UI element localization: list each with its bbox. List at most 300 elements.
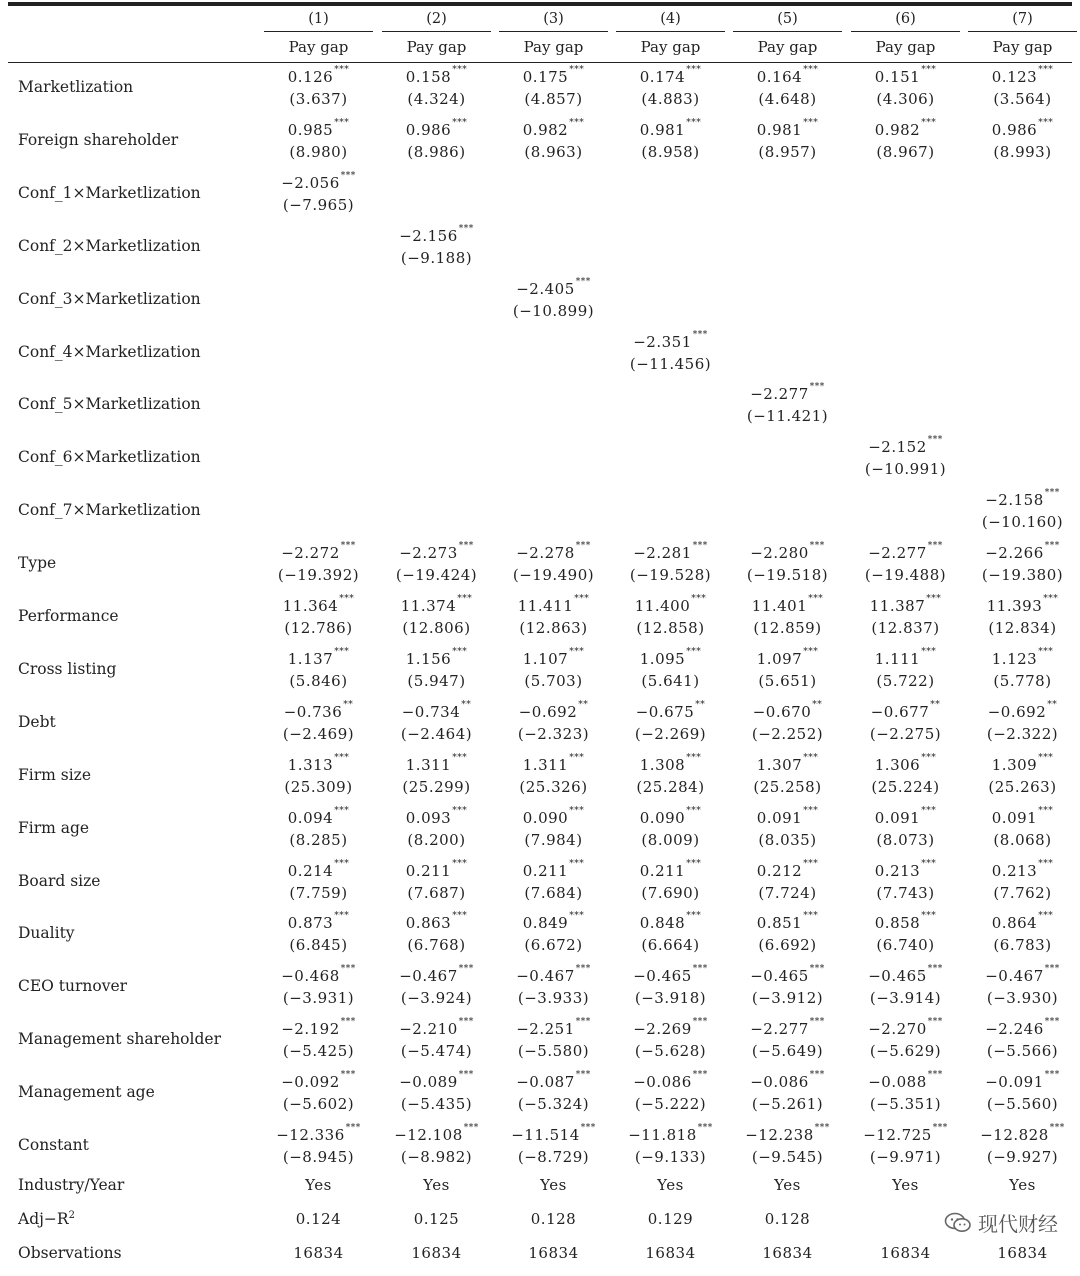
table-cell [612,965,729,1009]
t-statistic: (25.224) [871,777,940,796]
coefficient-value: −2.156 [399,226,458,245]
table-cell [847,1018,964,1062]
coefficient [868,964,943,986]
coefficient [868,435,943,457]
coefficient-value: −2.277 [868,544,927,563]
coefficient [868,1070,943,1092]
table-cell [729,701,846,745]
coefficient-value: 0.212 [756,861,803,880]
table-cell [260,860,377,904]
row-label: Firm size [18,765,91,784]
significance-stars: *** [340,541,356,552]
coefficient [281,1070,356,1092]
table-cell [729,1124,846,1168]
significance-stars: *** [692,964,708,975]
coefficient-value: −2.270 [868,1020,927,1039]
table-cell [847,912,964,956]
t-statistic: (25.309) [284,777,353,796]
coefficient [633,1017,708,1039]
coefficient [405,858,468,880]
coefficient-value: 0.986 [405,120,452,139]
significance-stars: *** [569,858,585,869]
row-label: CEO turnover [18,977,128,996]
row-label: Performance [18,607,119,625]
table-cell [495,701,612,745]
coefficient [751,594,824,615]
table-cell [495,542,612,586]
coefficient-value: 11.387 [869,597,926,615]
table-cell [378,912,495,956]
coefficient-value: 0.982 [522,120,569,139]
table-cell [612,331,729,375]
coefficient [399,1017,474,1039]
table-cell [495,119,612,163]
table-cell: 0.124 [295,1210,342,1228]
table-cell [260,648,377,692]
coefficient [516,276,591,298]
t-statistic: (5.778) [993,671,1052,690]
t-statistic: (−8.729) [517,1148,590,1166]
coefficient [282,594,355,615]
coefficient [400,594,473,615]
dependent-variable: Pay gap [640,38,701,56]
significance-stars: *** [452,646,468,657]
coefficient [750,382,825,404]
t-statistic: (6.845) [289,936,348,955]
coefficient [745,1123,830,1144]
coefficient-value: −0.467 [516,967,575,986]
dependent-variable: Pay gap [523,38,584,56]
coefficient-value: 0.090 [639,808,686,827]
coefficient [986,594,1059,615]
coefficient [985,1017,1060,1039]
coefficient-value: −2.056 [281,173,340,192]
table-cell [495,860,612,904]
coefficient-value: 0.151 [874,68,921,86]
coefficient-value: −12.828 [980,1126,1049,1144]
t-statistic: (8.963) [524,142,583,161]
significance-stars: *** [921,858,937,869]
coefficient [756,117,819,139]
table-cell [260,1124,377,1168]
table-cell [260,119,377,163]
watermark-text: 现代财经 [978,1212,1058,1236]
t-statistic: (7.762) [993,883,1052,902]
significance-stars: *** [345,1123,361,1133]
coefficient-value: −0.675 [635,702,695,721]
coefficient [756,911,819,933]
column-underline [968,31,1077,32]
significance-stars: *** [803,752,819,763]
coefficient-value: −2.277 [750,1020,809,1039]
coefficient [287,117,350,139]
table-cell [964,648,1080,692]
coefficient [985,541,1060,563]
row-label [18,1176,124,1194]
significance-stars: *** [452,858,468,869]
coefficient [633,1070,708,1092]
dependent-variable: Pay gap [875,38,936,56]
t-statistic: (−8.945) [282,1148,355,1166]
row-label: Conf_4×Marketlization [18,342,201,361]
coefficient-value: 0.091 [991,808,1038,827]
table-cell [729,648,846,692]
coefficient-value: −2.280 [750,544,809,563]
significance-stars: *** [926,594,942,604]
row-label: Duality [18,924,75,943]
table-cell [378,965,495,1009]
significance-stars: *** [458,1017,474,1028]
coefficient [522,911,585,933]
column-underline [616,31,725,32]
coefficient-value: −11.514 [511,1126,580,1144]
t-statistic: (6.672) [524,936,583,955]
coefficient-value: 11.364 [282,597,339,615]
column-underline [382,31,491,32]
coefficient [639,646,702,668]
significance-stars: *** [569,911,585,922]
table-cell: Yes [423,1176,450,1194]
coefficient [750,541,825,563]
table-cell [612,1124,729,1168]
significance-stars: *** [803,646,819,657]
table-cell [260,172,377,216]
coefficient-value: 1.137 [287,649,334,668]
coefficient-value: 1.107 [522,649,569,668]
significance-stars: *** [1044,541,1060,552]
coefficient [985,964,1060,986]
coefficient [281,1017,356,1039]
significance-stars: *** [334,911,350,922]
coefficient [991,752,1054,774]
coefficient-value: −0.086 [633,1073,692,1092]
coefficient [633,964,708,986]
table-cell [378,119,495,163]
coefficient [522,805,585,827]
coefficient-value: 1.156 [405,649,452,668]
t-statistic: (−2.464) [400,724,473,743]
significance-stars: *** [340,170,356,181]
coefficient [522,117,585,139]
coefficient-value: −0.465 [750,967,809,986]
coefficient-value: 1.306 [874,755,921,774]
coefficient [516,1017,591,1039]
table-cell [964,965,1080,1009]
significance-stars: *** [921,805,937,816]
coefficient-value: 0.848 [639,914,686,933]
t-statistic: (−3.933) [517,989,590,1008]
coefficient-value: −0.087 [516,1073,575,1092]
coefficient [287,911,350,933]
t-statistic: (12.837) [871,619,940,637]
coefficient-value: 0.091 [756,808,803,827]
significance-stars: *** [692,1017,708,1028]
coefficient-value: −12.108 [394,1126,463,1144]
table-cell [378,542,495,586]
table-cell [729,1018,846,1062]
row-label-text: Observations [18,1244,122,1262]
coefficient [281,170,356,192]
coefficient [639,65,702,86]
table-cell [260,1071,377,1115]
coefficient [516,1070,591,1092]
t-statistic: (8.068) [993,830,1052,849]
t-statistic: (−19.488) [864,566,947,585]
t-statistic: (−5.324) [517,1095,590,1114]
top-rule [8,4,1072,6]
coefficient [756,752,819,774]
significance-stars: *** [921,117,937,128]
row-label: Conf_5×Marketlization [18,395,201,414]
table-cell [495,965,612,1009]
table-cell [612,1071,729,1115]
significance-stars: *** [1038,858,1054,869]
coefficient-value: 11.374 [400,597,457,615]
table-cell: 16834 [645,1244,696,1262]
coefficient-value: 1.309 [991,755,1038,774]
significance-stars: *** [803,805,819,816]
table-cell [729,119,846,163]
coefficient-value: 0.174 [639,68,686,86]
table-cell [729,66,846,110]
table-cell [378,807,495,851]
t-statistic: (−10.899) [512,301,595,320]
table-cell: Yes [1009,1176,1036,1194]
t-statistic: (−9.188) [400,248,473,267]
coefficient [756,805,819,827]
table-cell [612,807,729,851]
coefficient [639,752,702,774]
coefficient [639,117,702,139]
watermark [938,1206,1064,1239]
table-cell: 16834 [528,1244,579,1262]
significance-stars: *** [458,964,474,975]
significance-stars: *** [334,805,350,816]
t-statistic: (3.637) [289,90,348,108]
column-number: (1) [308,11,329,27]
significance-stars: *** [334,65,350,75]
table-cell [378,701,495,745]
t-statistic: (8.285) [289,830,348,849]
significance-stars: *** [927,1017,943,1028]
significance-stars: ** [343,699,354,710]
coefficient-value: −2.251 [516,1020,575,1039]
table-cell [847,701,964,745]
table-cell: 16834 [762,1244,813,1262]
coefficient-value: 1.311 [405,755,452,774]
table-cell [964,1124,1080,1168]
table-cell [495,807,612,851]
coefficient-value: −0.086 [750,1073,809,1092]
significance-stars: *** [1038,65,1054,75]
significance-stars: *** [686,805,702,816]
t-statistic: (−3.924) [400,989,473,1008]
coefficient-value: 0.123 [991,68,1038,86]
row-label: Conf_3×Marketlization [18,289,201,308]
significance-stars: *** [686,646,702,657]
coefficient [635,699,706,721]
coefficient [405,752,468,774]
coefficient-value: 0.873 [287,914,334,933]
table-cell [847,542,964,586]
t-statistic: (−5.560) [986,1095,1059,1114]
t-statistic: (25.299) [402,777,471,796]
coefficient [633,541,708,563]
t-statistic: (−5.649) [751,1042,824,1061]
significance-stars: *** [569,646,585,657]
t-statistic: (4.648) [758,90,817,108]
table-cell [495,66,612,110]
t-statistic: (7.690) [641,883,700,902]
column-number: (7) [1012,11,1033,27]
row-label-text: Adj−R [18,1210,69,1229]
coefficient-value: −0.736 [283,702,343,721]
coefficient-value: 0.213 [991,861,1038,880]
coefficient [985,1070,1060,1092]
table-cell [847,1071,964,1115]
significance-stars: *** [686,117,702,128]
row-label: Conf_1×Marketlization [18,183,201,202]
t-statistic: (25.263) [988,777,1057,796]
significance-stars: *** [1038,911,1054,922]
t-statistic: (5.641) [641,671,700,690]
significance-stars: *** [452,805,468,816]
table-cell [260,66,377,110]
t-statistic: (−3.914) [869,989,942,1008]
row-label: Foreign shareholder [18,130,179,149]
t-statistic: (5.651) [758,671,817,690]
coefficient-value: −2.152 [868,438,927,457]
significance-stars: *** [452,752,468,763]
coefficient-value: 0.858 [874,914,921,933]
coefficient [399,541,474,563]
coefficient-value: 11.401 [751,597,808,615]
table-cell: 16834 [997,1244,1048,1262]
significance-stars: *** [452,911,468,922]
column-number: (3) [543,11,564,27]
table-cell [847,860,964,904]
significance-stars: *** [334,752,350,763]
column-number: (4) [660,11,681,27]
coefficient-value: −2.273 [399,544,458,563]
t-statistic: (−9.545) [751,1148,824,1166]
significance-stars: *** [686,911,702,922]
dependent-variable: Pay gap [288,38,349,56]
significance-stars: *** [814,1123,830,1133]
coefficient [870,699,941,721]
coefficient-value: 1.095 [639,649,686,668]
table-cell [378,754,495,798]
table-cell [612,860,729,904]
coefficient [991,858,1054,880]
significance-stars: *** [1044,1070,1060,1081]
coefficient-value: 0.126 [287,68,334,86]
dependent-variable: Pay gap [992,38,1053,56]
row-label: Management shareholder [18,1030,221,1049]
coefficient-value: 0.175 [522,68,569,86]
coefficient [868,1017,943,1039]
coefficient-value: 0.090 [522,808,569,827]
row-label-text: Industry/Year [18,1176,125,1194]
table-cell [729,912,846,956]
row-label: Cross listing [18,659,117,678]
row-label [18,1244,122,1262]
coefficient [394,1123,479,1144]
t-statistic: (−10.991) [864,460,947,479]
significance-stars: *** [686,858,702,869]
table-cell [847,807,964,851]
table-cell [729,595,846,639]
table-cell [964,754,1080,798]
coefficient-value: 0.158 [405,68,452,86]
coefficient-value: 0.211 [639,861,686,880]
t-statistic: (12.786) [284,619,353,637]
table-cell [964,542,1080,586]
significance-stars: *** [463,1123,479,1133]
table-cell: Yes [774,1176,801,1194]
t-statistic: (−5.602) [282,1095,355,1114]
t-statistic: (4.883) [641,90,700,108]
significance-stars: *** [692,1070,708,1081]
coefficient-value: 0.864 [991,914,1038,933]
significance-stars: *** [1038,752,1054,763]
table-cell: Yes [305,1176,332,1194]
significance-stars: *** [1038,805,1054,816]
t-statistic: (6.783) [993,936,1052,955]
coefficient [863,1123,948,1144]
coefficient [405,65,468,86]
coefficient-value: −2.351 [633,332,692,351]
significance-stars: ** [812,699,823,710]
t-statistic: (−2.322) [986,724,1059,743]
coefficient-value: −0.089 [399,1073,458,1092]
row-label: Board size [18,871,101,890]
significance-stars: *** [575,1070,591,1081]
t-statistic: (4.306) [876,90,935,108]
coefficient [281,964,356,986]
coefficient-value: −0.692 [987,702,1047,721]
coefficient [276,1123,361,1144]
coefficient [756,646,819,668]
table-cell [964,119,1080,163]
coefficient-value: −12.725 [863,1126,932,1144]
coefficient [522,858,585,880]
table-cell [847,1124,964,1168]
table-cell [260,1018,377,1062]
coefficient [399,223,474,245]
coefficient-value: −2.281 [633,544,692,563]
coefficient [287,858,350,880]
coefficient-value: −2.210 [399,1020,458,1039]
significance-stars: *** [569,65,585,75]
coefficient [868,541,943,563]
coefficient-value: 0.211 [522,861,569,880]
table-cell: Yes [892,1176,919,1194]
t-statistic: (12.858) [636,619,705,637]
wechat-icon [944,1212,972,1234]
t-statistic: (−19.380) [981,566,1064,585]
table-cell [964,1071,1080,1115]
significance-stars: *** [692,541,708,552]
coefficient [405,805,468,827]
t-statistic: (12.859) [753,619,822,637]
coefficient [511,1123,596,1144]
significance-stars: *** [932,1123,948,1133]
table-cell [964,1018,1080,1062]
coefficient-value: −11.818 [628,1126,697,1144]
significance-stars: *** [575,1017,591,1028]
t-statistic: (25.284) [636,777,705,796]
